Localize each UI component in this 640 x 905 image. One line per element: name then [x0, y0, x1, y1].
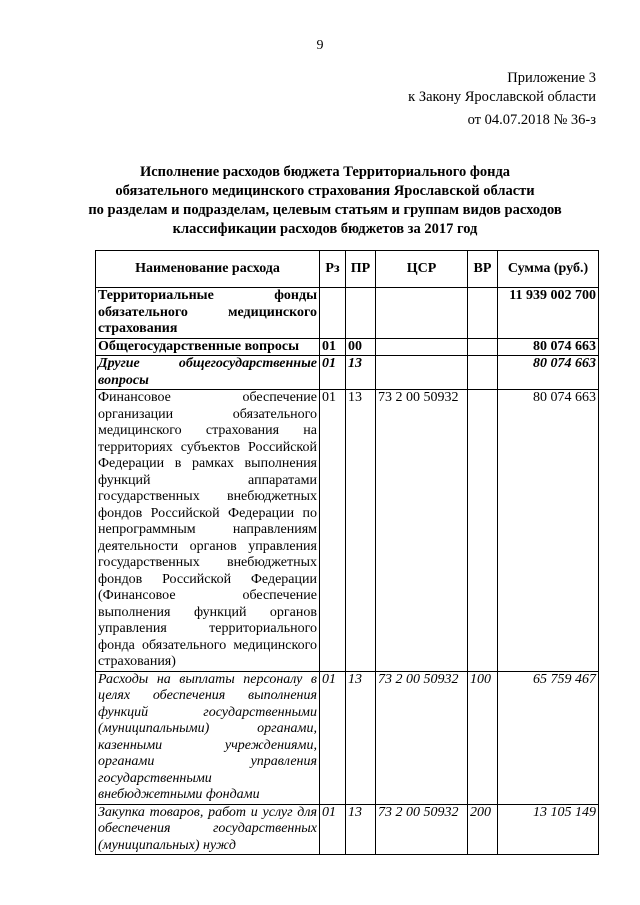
cell-sum: 80 074 663: [498, 338, 599, 356]
expenditure-table: [95, 250, 599, 855]
table-row: [96, 390, 599, 672]
cell-pr: 13: [346, 356, 376, 390]
cell-csr: [376, 288, 468, 339]
cell-csr: [376, 338, 468, 356]
table-row: [96, 356, 599, 390]
cell-vr: [468, 390, 498, 672]
cell-rz: 01: [320, 338, 346, 356]
cell-sum: 11 939 002 700: [498, 288, 599, 339]
cell-name: Территориальные фонды обязательного медицинского страхования: [96, 288, 320, 339]
header-rz: Рз: [320, 251, 346, 288]
cell-rz: 01: [320, 804, 346, 855]
cell-vr: [468, 288, 498, 339]
cell-sum: 13 105 149: [498, 804, 599, 855]
table-header-row: [96, 251, 599, 288]
table-row: [96, 288, 599, 339]
cell-name: Закупка товаров, работ и услуг для обеспечения государственных (муниципальных) нужд: [96, 804, 320, 855]
header-sum: Сумма (руб.): [498, 251, 599, 288]
table-row: [96, 338, 599, 356]
annex-law-date: от 04.07.2018 № 36-з: [467, 112, 596, 128]
cell-csr: 73 2 00 50932: [376, 804, 468, 855]
header-name: Наименование расхода: [96, 251, 320, 288]
cell-sum: 80 074 663: [498, 390, 599, 672]
cell-pr: 13: [346, 804, 376, 855]
cell-rz: [320, 288, 346, 339]
cell-csr: [376, 356, 468, 390]
cell-pr: 00: [346, 338, 376, 356]
cell-pr: 13: [346, 671, 376, 804]
annex-law-reference: к Закону Ярославской области: [408, 89, 596, 105]
cell-name: Расходы на выплаты персоналу в целях обеспечения выполнения функций государственными (муниципальными) органами, казенными учреждениями, органами управления государственными внебюджетными фондами: [96, 671, 320, 804]
header-csr: ЦСР: [376, 251, 468, 288]
title-line: обязательного медицинского страхования Ярославской области: [115, 183, 535, 199]
annex-label: Приложение 3: [507, 70, 596, 86]
page-number: 9: [316, 38, 324, 53]
cell-rz: 01: [320, 671, 346, 804]
cell-csr: 73 2 00 50932: [376, 390, 468, 672]
cell-name: Другие общегосударственные вопросы: [96, 356, 320, 390]
cell-csr: 73 2 00 50932: [376, 671, 468, 804]
document-title: [80, 163, 570, 239]
cell-rz: 01: [320, 390, 346, 672]
table-row: [96, 804, 599, 855]
header-pr: ПР: [346, 251, 376, 288]
cell-sum: 80 074 663: [498, 356, 599, 390]
cell-name: Общегосударственные вопросы: [96, 338, 320, 356]
cell-vr: [468, 338, 498, 356]
table-row: [96, 671, 599, 804]
cell-sum: 65 759 467: [498, 671, 599, 804]
cell-vr: [468, 356, 498, 390]
title-line: по разделам и подразделам, целевым статьям и группам видов расходов: [88, 202, 562, 218]
cell-vr: 200: [468, 804, 498, 855]
title-line: Исполнение расходов бюджета Территориального фонда: [139, 164, 511, 180]
cell-rz: 01: [320, 356, 346, 390]
header-vr: ВР: [468, 251, 498, 288]
cell-name: Финансовое обеспечение организации обязательного медицинского страхования на территориях субъектов Российской Федерации в рамках выполнения функций аппаратами государственных внебюджетных фондов Российской Федерации по непрограммным направлениям деятельности органов управления государственных внебюджетных фондов Российской Федерации (Финансовое обеспечение выполнения функций органов управления территориального фонда обязательного медицинского страхования): [96, 390, 320, 672]
cell-pr: 13: [346, 390, 376, 672]
title-line: классификации расходов бюджетов за 2017 год: [172, 221, 478, 237]
cell-vr: 100: [468, 671, 498, 804]
cell-pr: [346, 288, 376, 339]
